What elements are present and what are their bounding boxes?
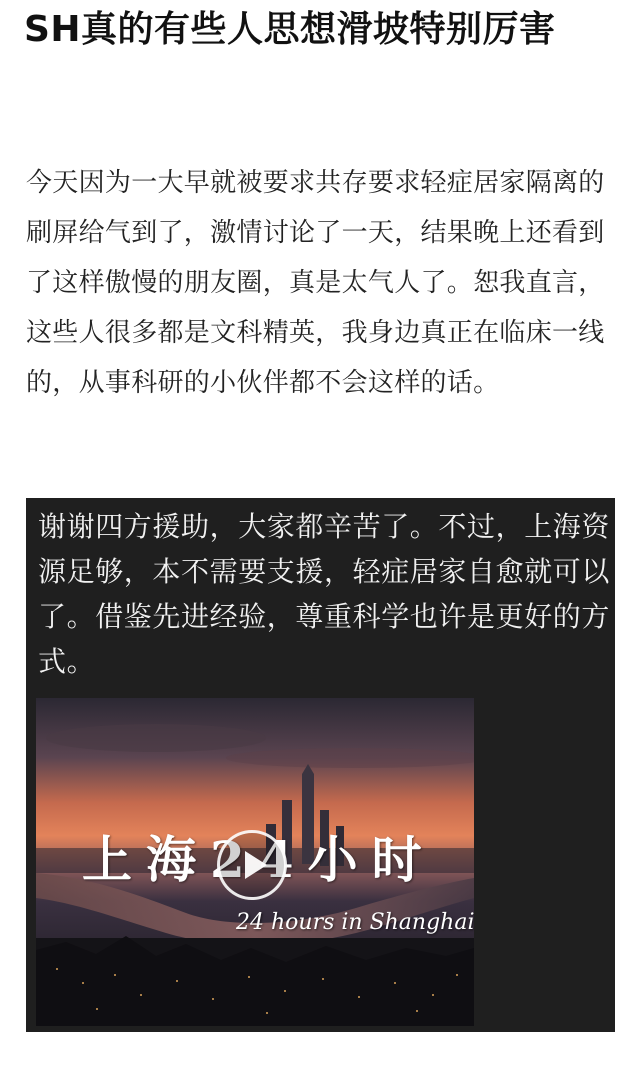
play-button[interactable]	[217, 830, 287, 900]
video-title-english: 24 hours in Shanghai	[236, 910, 474, 935]
embedded-post-text: 谢谢四方援助，大家都辛苦了。不过，上海资源足够，本不需要支援，轻症居家自愈就可以了。借鉴先进经验，尊重科学也许是更好的方式。	[38, 510, 611, 678]
video-title-chinese: 上海24小时	[82, 830, 436, 889]
article-title: SH真的有些人思想滑坡特别厉害	[24, 9, 556, 50]
play-icon	[245, 851, 267, 879]
embedded-post-card	[26, 498, 615, 1032]
article-body: 今天因为一大早就被要求共存要求轻症居家隔离的刷屏给气到了，激情讨论了一天，结果晚上还看到了这样傲慢的朋友圈，真是太气人了。恕我直言，这些人很多都是文科精英，我身边真正在临床一线的，从事科研的小伙伴都不会这样的话。	[26, 168, 605, 398]
video-thumbnail[interactable]	[36, 698, 474, 1026]
